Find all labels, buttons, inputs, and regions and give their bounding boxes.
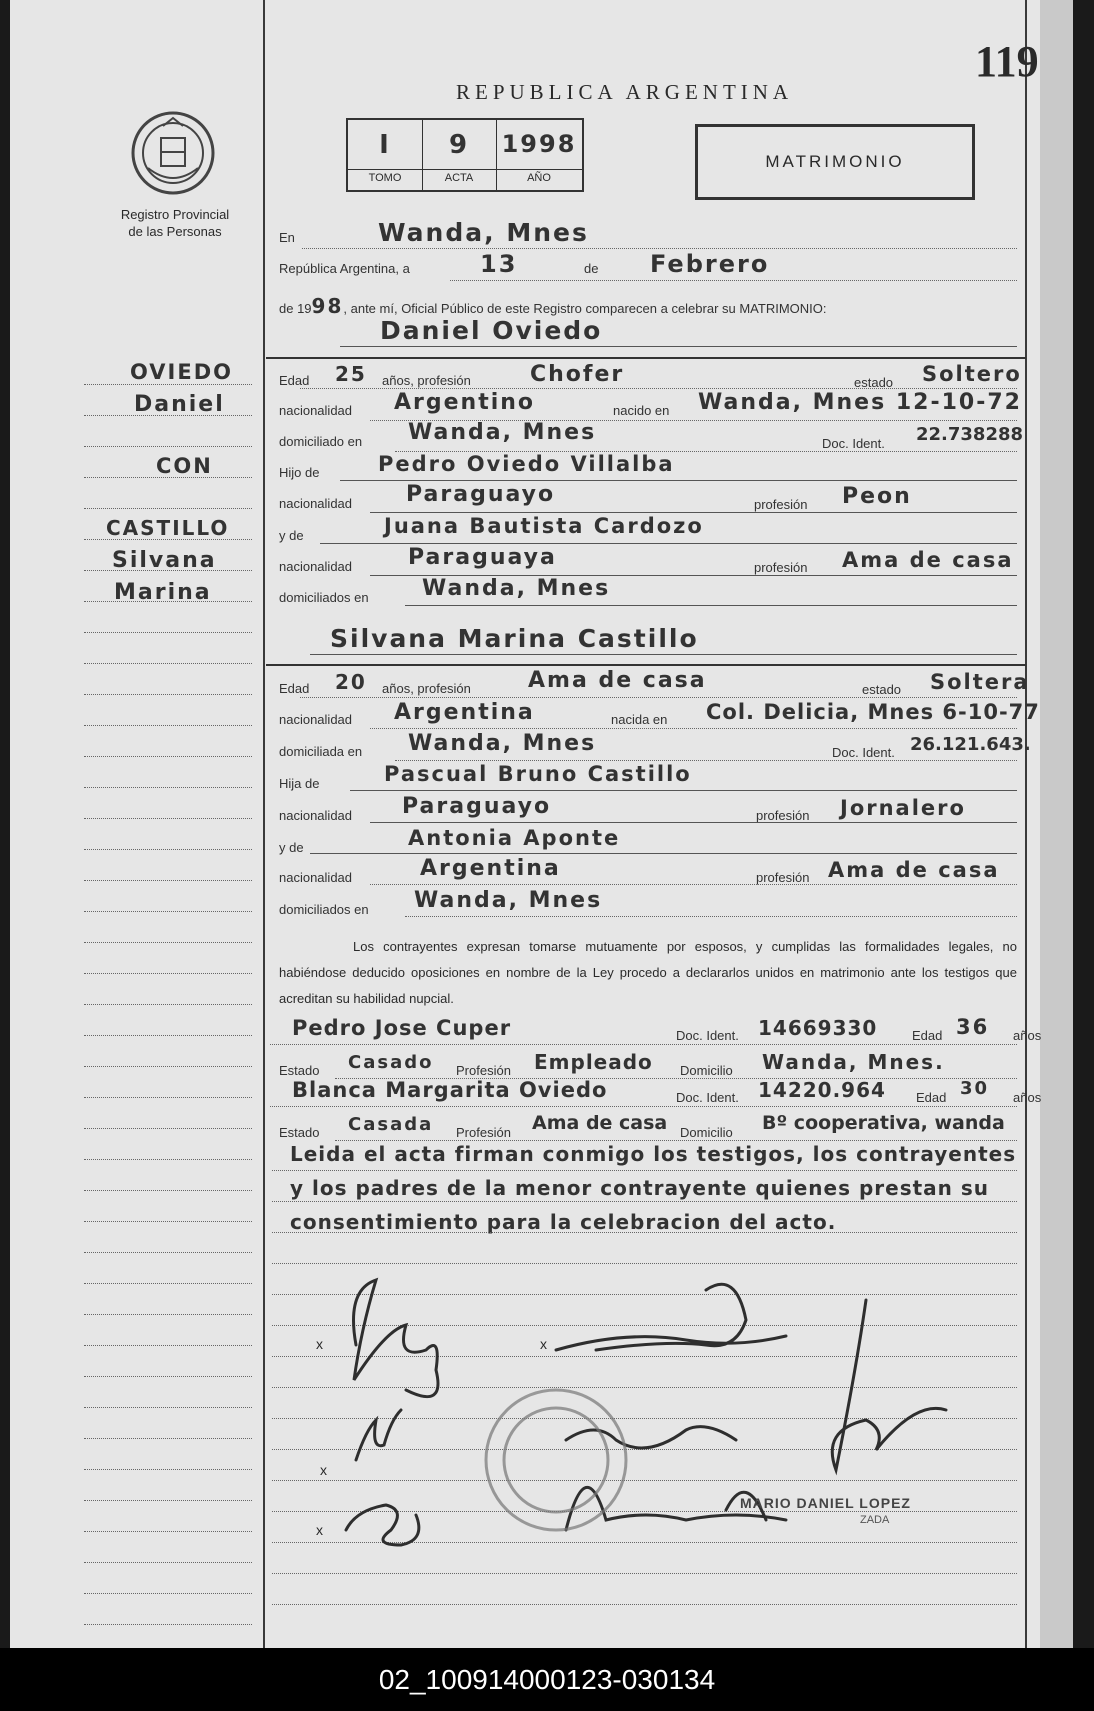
page-edge <box>1040 0 1073 1648</box>
groom-mother-nac: Paraguaya <box>408 545 557 570</box>
margin-line <box>263 0 265 1648</box>
signature-bride <box>556 1284 786 1350</box>
signature-groom <box>354 1280 439 1397</box>
provincial-seal-icon <box>128 108 218 198</box>
bride-prof-label: años, profesión <box>382 681 471 696</box>
closing-line-3: consentimiento para la celebracion del acto. <box>290 1210 837 1234</box>
bride-mother-prof-label: profesión <box>756 870 810 885</box>
bride-mother-prof: Ama de casa <box>828 858 1000 882</box>
signature-mark <box>346 1505 419 1545</box>
bride-nacida-label: nacida en <box>611 712 668 727</box>
witness-2-estado: Casada <box>348 1114 434 1135</box>
witness-2-domicilio: Bº cooperativa, wanda <box>762 1112 1005 1134</box>
record-box <box>346 118 584 192</box>
year-prefix: de 19 <box>279 301 312 316</box>
signature-official <box>832 1300 946 1470</box>
witness-1-prof-label: Profesión <box>456 1063 511 1078</box>
groom-name: Daniel Oviedo <box>380 316 603 345</box>
bride-mother: Antonia Aponte <box>408 826 621 850</box>
groom-estado-label: estado <box>854 375 894 390</box>
intro-day: 13 <box>480 250 518 278</box>
witness-1-profesion: Empleado <box>534 1050 653 1074</box>
margin-name-bride: Silvana <box>112 548 217 573</box>
witness-2-edad: 30 <box>960 1078 990 1099</box>
intro-place: Wanda, Mnes <box>378 218 589 247</box>
groom-mother-label: y de <box>279 528 304 543</box>
act-type: MATRIMONIO <box>765 152 905 171</box>
acta-value: 9 <box>448 130 470 160</box>
groom-doc-label: Doc. Ident. <box>822 436 885 451</box>
witness-1-domicilio: Wanda, Mnes. <box>762 1050 945 1074</box>
official-stamp-subline: ZADA <box>860 1514 890 1526</box>
margin-surname-groom: OVIEDO <box>130 360 233 384</box>
x-mark-1: x <box>316 1336 323 1352</box>
official-stamp-name: MARIO DANIEL LOPEZ <box>740 1495 911 1511</box>
signature-witness <box>356 1410 401 1460</box>
groom-father-nac: Paraguayo <box>406 482 556 507</box>
groom-nacionalidad: Argentino <box>394 390 536 415</box>
witness-1-doc: 14669330 <box>758 1016 878 1040</box>
intro-month: Febrero <box>650 250 770 278</box>
signature-oviedo <box>566 1427 736 1448</box>
bride-edad-label: Edad <box>279 681 310 696</box>
ano-value: 1998 <box>501 130 577 158</box>
bride-father-nac-label: nacionalidad <box>279 808 353 823</box>
en-label: En <box>279 230 295 245</box>
closing-line-2: y los padres de la menor contrayente quienes prestan su <box>290 1176 990 1200</box>
groom-profesion: Chofer <box>530 362 625 387</box>
page-number: 119 <box>975 37 1039 86</box>
ano-label: AÑO <box>527 172 551 184</box>
groom-doc: 22.738288 <box>916 424 1024 445</box>
witness-2-estado-label: Estado <box>279 1125 320 1140</box>
groom-father-prof: Peon <box>842 484 912 509</box>
groom-mother: Juana Bautista Cardozo <box>384 514 704 538</box>
acta-label: ACTA <box>444 172 474 184</box>
groom-estado: Soltero <box>922 362 1022 386</box>
registry-name: Registro Provincial de las Personas <box>120 207 230 239</box>
bride-profesion: Ama de casa <box>528 668 707 693</box>
groom-father-nac-label: nacionalidad <box>279 496 353 511</box>
closing-line-1: Leida el acta firman conmigo los testigos, los contrayentes <box>290 1142 1017 1166</box>
document-page <box>10 0 1073 1648</box>
bride-nacida-en: Col. Delicia, Mnes 6-10-77 <box>706 700 1040 724</box>
groom-domicilio: Wanda, Mnes <box>408 420 597 445</box>
witness-1-anos-label: años <box>1013 1028 1042 1043</box>
groom-edad-label: Edad <box>279 373 310 388</box>
groom-mother-nac-label: nacionalidad <box>279 559 353 574</box>
bride-domicilio: Wanda, Mnes <box>408 731 597 756</box>
bride-mother-label: y de <box>279 840 304 855</box>
witness-2-anos-label: años <box>1013 1090 1042 1105</box>
bride-father-prof-label: profesión <box>756 808 810 823</box>
groom-parents-dom-label: domiciliados en <box>279 590 369 605</box>
groom-edad: 25 <box>335 362 367 386</box>
bride-parents-dom: Wanda, Mnes <box>414 888 603 913</box>
bride-father-prof: Jornalero <box>840 796 966 820</box>
witness-1-edad: 36 <box>956 1015 990 1039</box>
groom-mother-prof: Ama de casa <box>842 548 1014 572</box>
bride-parents-dom-label: domiciliados en <box>279 902 369 917</box>
witness-2-prof-label: Profesión <box>456 1125 511 1140</box>
tomo-value: I <box>379 130 391 160</box>
bride-doc-label: Doc. Ident. <box>832 745 895 760</box>
witness-1-doc-label: Doc. Ident. <box>676 1028 739 1043</box>
witness-2-edad-label: Edad <box>916 1090 947 1105</box>
bride-name: Silvana Marina Castillo <box>330 624 699 653</box>
tomo-label: TOMO <box>368 172 402 184</box>
witness-1-edad-label: Edad <box>912 1028 943 1043</box>
groom-mother-prof-label: profesión <box>754 560 808 575</box>
margin-name-groom: Daniel <box>134 392 225 417</box>
bride-mother-nac-label: nacionalidad <box>279 870 353 885</box>
bride-estado: Soltera <box>930 670 1030 694</box>
margin-con: CON <box>156 454 213 478</box>
country-title: REPUBLICA ARGENTINA <box>456 80 794 104</box>
groom-prof-label: años, profesión <box>382 373 471 388</box>
witness-2-doc-label: Doc. Ident. <box>676 1090 739 1105</box>
groom-parents-dom: Wanda, Mnes <box>422 576 611 601</box>
witness-2-profesion: Ama de casa <box>532 1112 668 1134</box>
registry-stamp-icon <box>486 1390 626 1530</box>
witness-1-name: Pedro Jose Cuper <box>292 1016 512 1040</box>
witness-1-dom-label: Domicilio <box>680 1063 733 1078</box>
groom-hijo-label: Hijo de <box>279 465 320 480</box>
witness-2-doc: 14220.964 <box>758 1078 886 1102</box>
groom-father-prof-label: profesión <box>754 497 808 512</box>
bride-doc: 26.121.643. <box>910 734 1031 755</box>
signatures-area <box>266 1270 1026 1610</box>
bride-father-nac: Paraguayo <box>402 794 552 819</box>
groom-nacido-label: nacido en <box>613 403 670 418</box>
act-type-box <box>695 124 975 200</box>
republica-label: República Argentina, a <box>279 261 410 276</box>
bride-father: Pascual Bruno Castillo <box>384 762 692 786</box>
margin-surname-bride: CASTILLO <box>106 516 230 540</box>
groom-dom-label: domiciliado en <box>279 434 363 449</box>
witness-2-dom-label: Domicilio <box>680 1125 733 1140</box>
x-mark-2: x <box>540 1336 547 1352</box>
x-mark-4: x <box>320 1462 327 1478</box>
bride-hija-label: Hija de <box>279 776 320 791</box>
x-mark-3: x <box>316 1522 323 1538</box>
declaration-text: Los contrayentes expresan tomarse mutuamente por esposos, y cumplidas las formalidades legales, no habiéndose deducido oposiciones en nombre de la Ley procedo a declararlos unidos en matrimonio ante los testigos que acreditan su habilidad nupcial. <box>279 939 1017 1006</box>
witness-2-name: Blanca Margarita Oviedo <box>292 1078 608 1102</box>
witness-1-estado-label: Estado <box>279 1063 320 1078</box>
groom-nac-label: nacionalidad <box>279 403 353 418</box>
bride-estado-label: estado <box>862 682 902 697</box>
bride-nac-label: nacionalidad <box>279 712 353 727</box>
bride-dom-label: domiciliada en <box>279 744 363 759</box>
groom-nacido-en: Wanda, Mnes 12-10-72 <box>698 390 1022 415</box>
groom-father: Pedro Oviedo Villalba <box>378 452 675 476</box>
intro-year: 98 <box>311 294 344 318</box>
bride-edad: 20 <box>335 670 367 694</box>
bride-nacionalidad: Argentina <box>394 700 535 725</box>
de-label: de <box>584 261 599 276</box>
witness-1-estado: Casado <box>348 1052 434 1073</box>
margin-name2-bride: Marina <box>114 580 212 605</box>
intro-text: , ante mí, Oficial Público de este Registro comparecen a celebrar su MATRIMONIO: <box>343 301 827 316</box>
bride-mother-nac: Argentina <box>420 856 561 881</box>
scan-id-footer: 02_100914000123-030134 <box>0 1648 1094 1711</box>
